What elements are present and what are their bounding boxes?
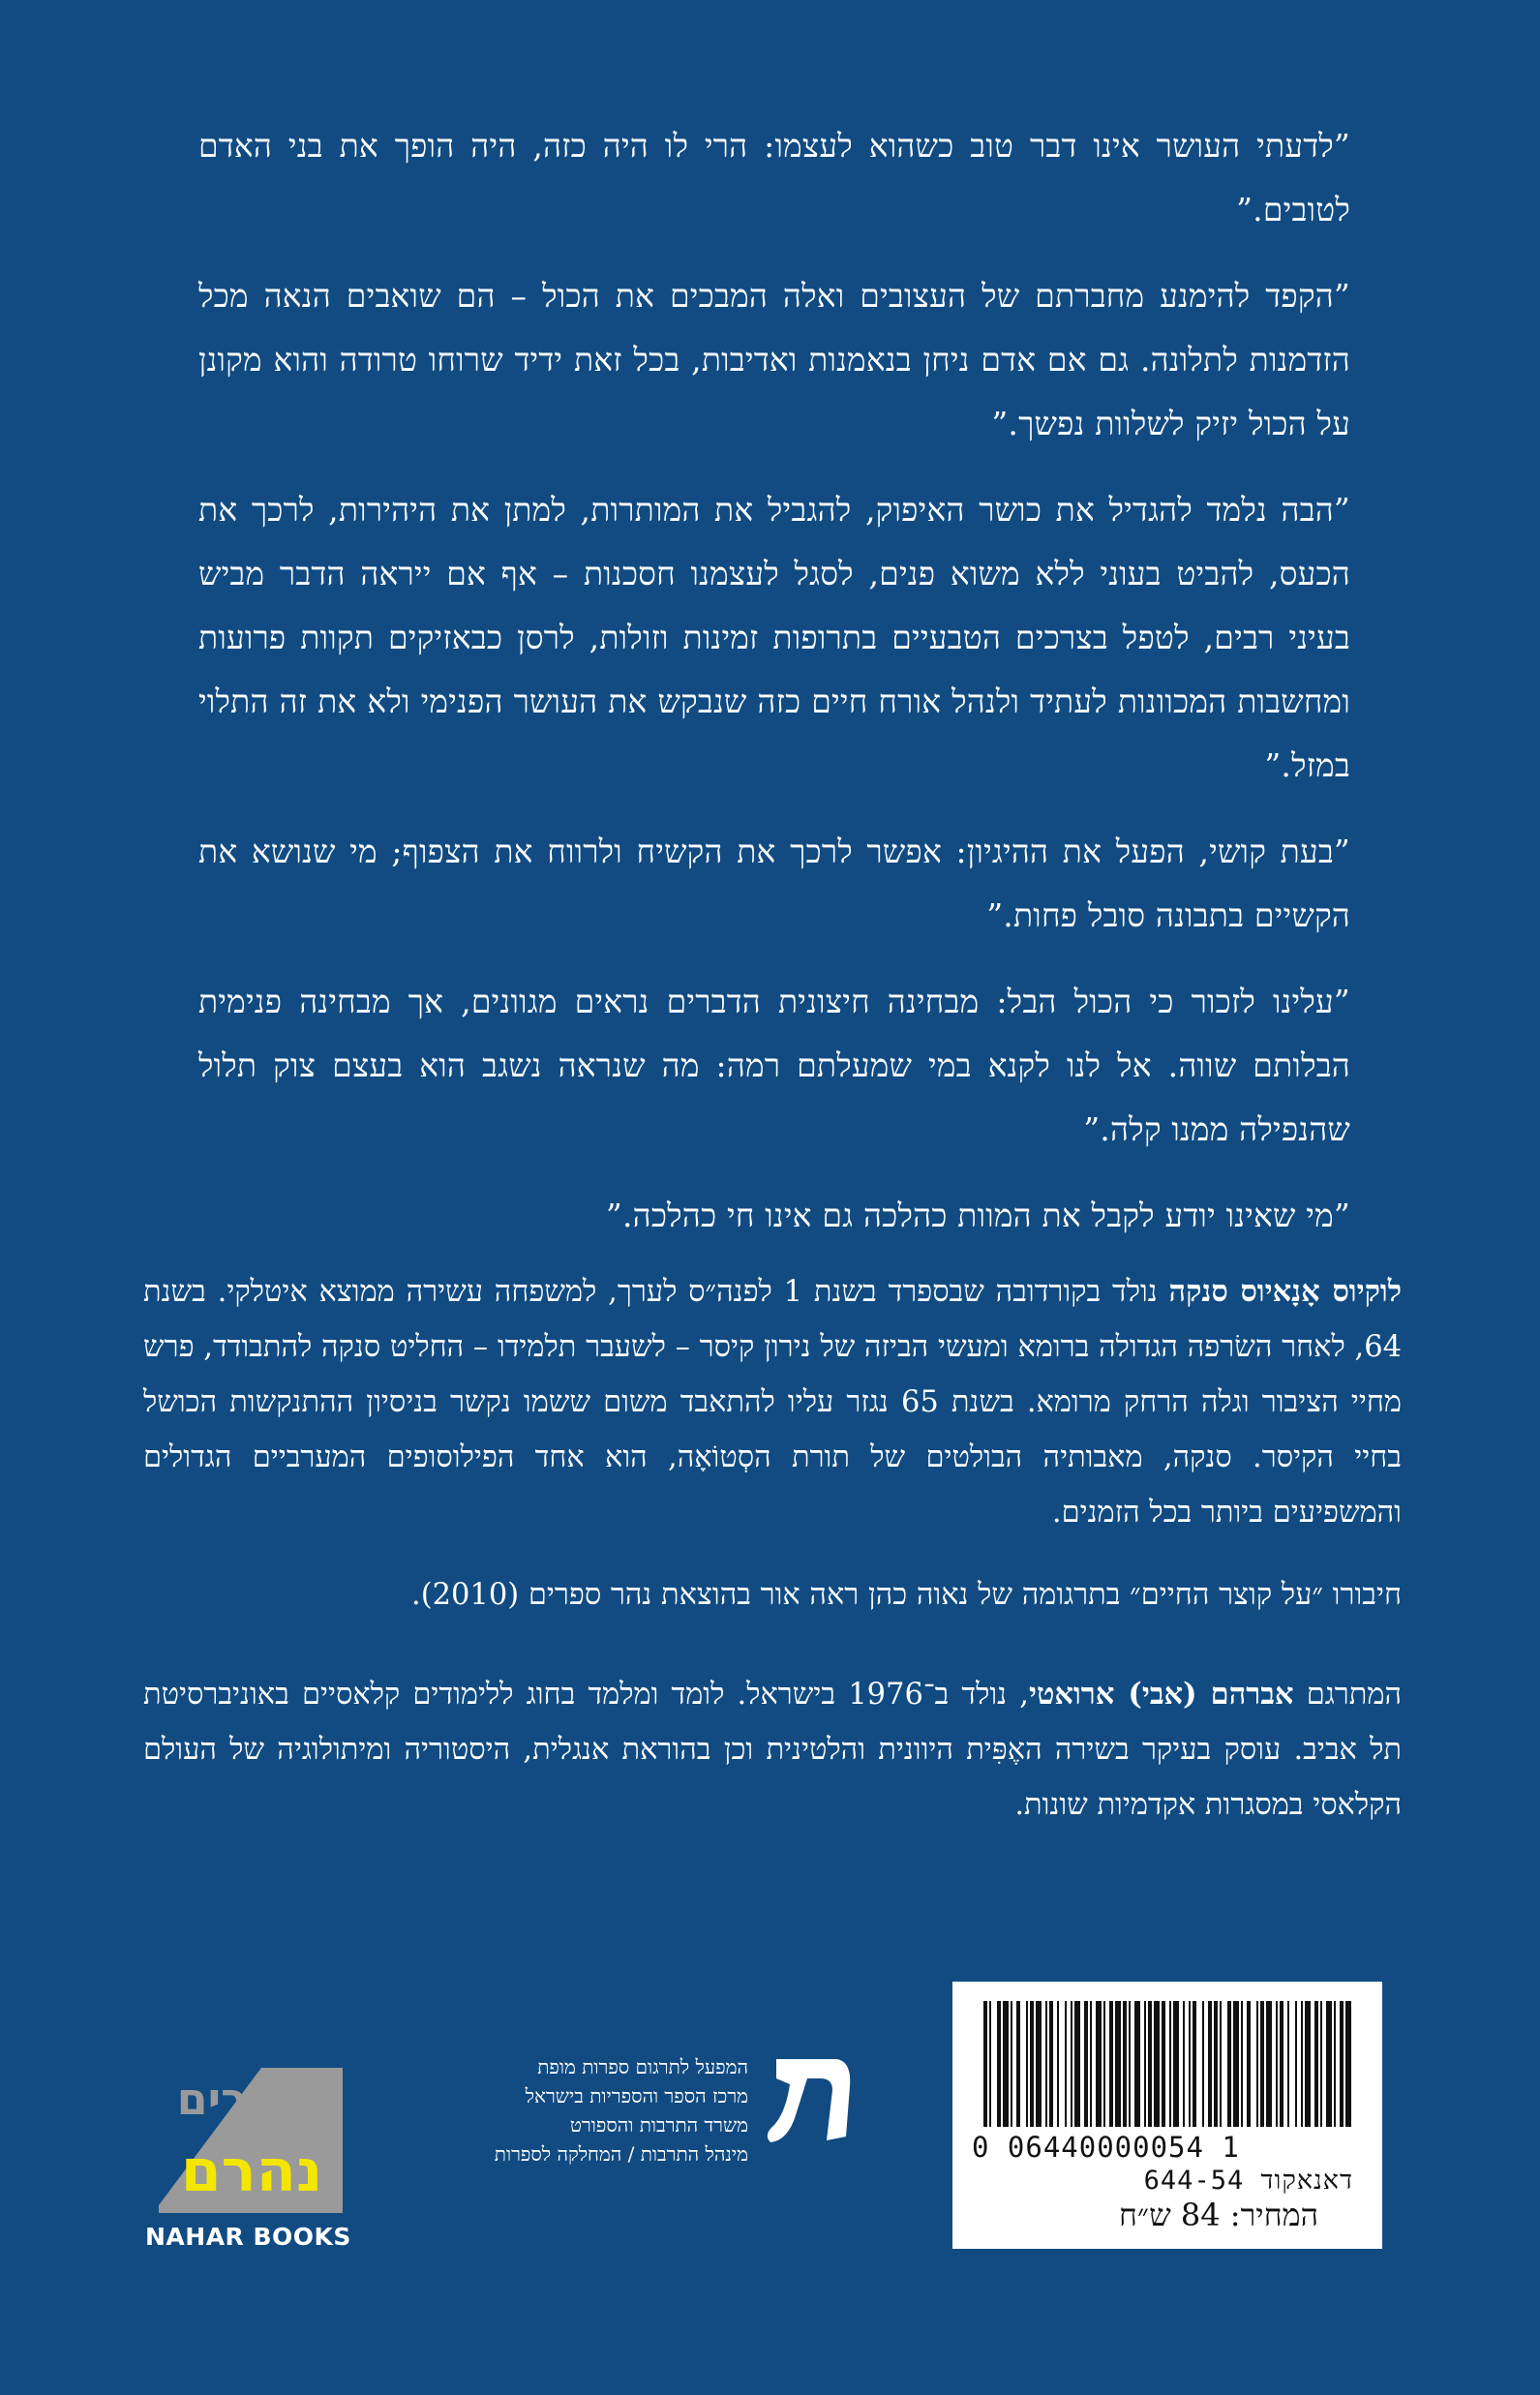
ministry-logo-icon [757, 2047, 863, 2154]
barcode-digits: 0 06440000054 1 [972, 2131, 1240, 2164]
quote-1: ”לדעתי העושר אינו דבר טוב כשהוא לעצמו: הרי לו היה כזה, היה הופך את בני האדם לטובים.” [198, 127, 1350, 228]
ministry-line-2: מרכז הספר והספריות בישראל [525, 2084, 748, 2107]
price: המחיר: 84 ש״ח [1118, 2197, 1318, 2233]
quote-2: ”הקפד להימנע מחברתם של העצובים ואלה המבכים את הכול – הם שואבים הנאה מכל הזדמנות לתלונה. גם אם אדם ניחן בנאמנות ואדיבות, בכל זאת ידיד שרוחו טרודה והוא מקונן על הכול יזיק לשלוות נפשך.” [198, 277, 1350, 442]
quotes-section [198, 114, 1350, 1270]
author-bio [143, 1264, 1402, 1540]
ministry-line-1: המפעל לתרגום ספרות מופת [537, 2055, 748, 2078]
translator-name: אברהם (אבי) ארואטי [1028, 1677, 1294, 1712]
quote-5: ”עלינו לזכור כי הכול הבל: מבחינה חיצונית הדברים נראים מגוונים, אך מבחינה פנימית הבלותם שווה. אל לנו לקנא במי שמעלתם רמה: מה שנראה נשגב הוא בעצם צוק תלול שהנפילה ממנו קלה.” [198, 983, 1350, 1148]
logo-text-top: ספרים [176, 2073, 308, 2125]
ministry-line-3: משרד התרבות והספורט [569, 2113, 748, 2137]
translator-prefix: המתרגם [1293, 1678, 1402, 1712]
barcode-icon [980, 2001, 1357, 2129]
danacode: דאנאקוד 644-54 [1143, 2166, 1353, 2196]
work-note: חיבורו ״על קוצר החיים״ בתרגומה של נאוה כהן ראה אור בהוצאת נהר ספרים (2010). [411, 1578, 1402, 1612]
quote-3: ”הבה נלמד להגדיל את כושר האיפוק, להגביל את המותרות, למתן את היהירות, לרכך את הכעס, להביט בעוני ללא משוא פנים, לסגל לעצמנו חסכנות – אף אם ייראה הדבר מביש בעיני רבים, לטפל בצרכים הטבעיים בתרופות זמינות וזולות, לרסן כבאזיקים תקוות פרועות ומחשבות המכוונות לעתיד ולנהל אורח חיים כזה שנבקש את העושר הפנימי ולא את זה התלוי במזל.” [198, 491, 1350, 784]
translator-bio-text: , נולד ב־1976 בישראל. לומד ומלמד בחוג ללימודים קלאסיים באוניברסיטת תל אביב. עוסק בעיקר בשירה האֶפִּית היוונית והלטינית וכן בהוראת אנגלית, היסטוריה ומיתולוגיה של העולם הקלאסי במסגרות אקדמיות שונות. [143, 1678, 1402, 1822]
ministry-credits [429, 2052, 748, 2168]
publisher-name-en: NAHAR BOOKS [145, 2223, 351, 2251]
author-bio-section [143, 1264, 1402, 1833]
nahar-books-logo [145, 2060, 344, 2220]
logo-text-main: נהרם [180, 2137, 323, 2205]
author-name: לוקיוס אָנָאיוס סנקה [1168, 1274, 1402, 1309]
quote-4: ”בעת קושי, הפעל את ההיגיון: אפשר לרכך את הקשיח ולרווח את הצפוף; מי שנושא את הקשיים בתבונה סובל פחות.” [198, 833, 1350, 934]
author-bio-text: נולד בקורדובה שבספרד בשנת 1 לפנה״ס לערך, למשפחה עשירה ממוצא איטלקי. בשנת 64, לאחר השׂרפה הגדולה ברומא ומעשי הביזה של נירון קיסר – לשעבר תלמידו – החליט סנקה להתבודד, פרש מחיי הציבור וגלה הרחק מרומא. בשנת 65 נגזר עליו להתאבד משום ששמו נקשר בניסיון ההתנקשות הכושל בחיי הקיסר. סנקה, מאבותיה הבולטים של תורת הסְטוֹאָה, הוא אחד הפילוסופים המערביים הגדולים והמשפיעים ביותר בכל הזמנים. [143, 1275, 1402, 1530]
ministry-line-4: מינהל התרבות / המחלקה לספרות [494, 2142, 748, 2166]
quote-6: ”מי שאינו יודע לקבל את המוות כהלכה גם אינו חי כהלכה.” [605, 1197, 1350, 1234]
barcode-box [952, 1982, 1382, 2249]
translator-bio [143, 1667, 1402, 1833]
